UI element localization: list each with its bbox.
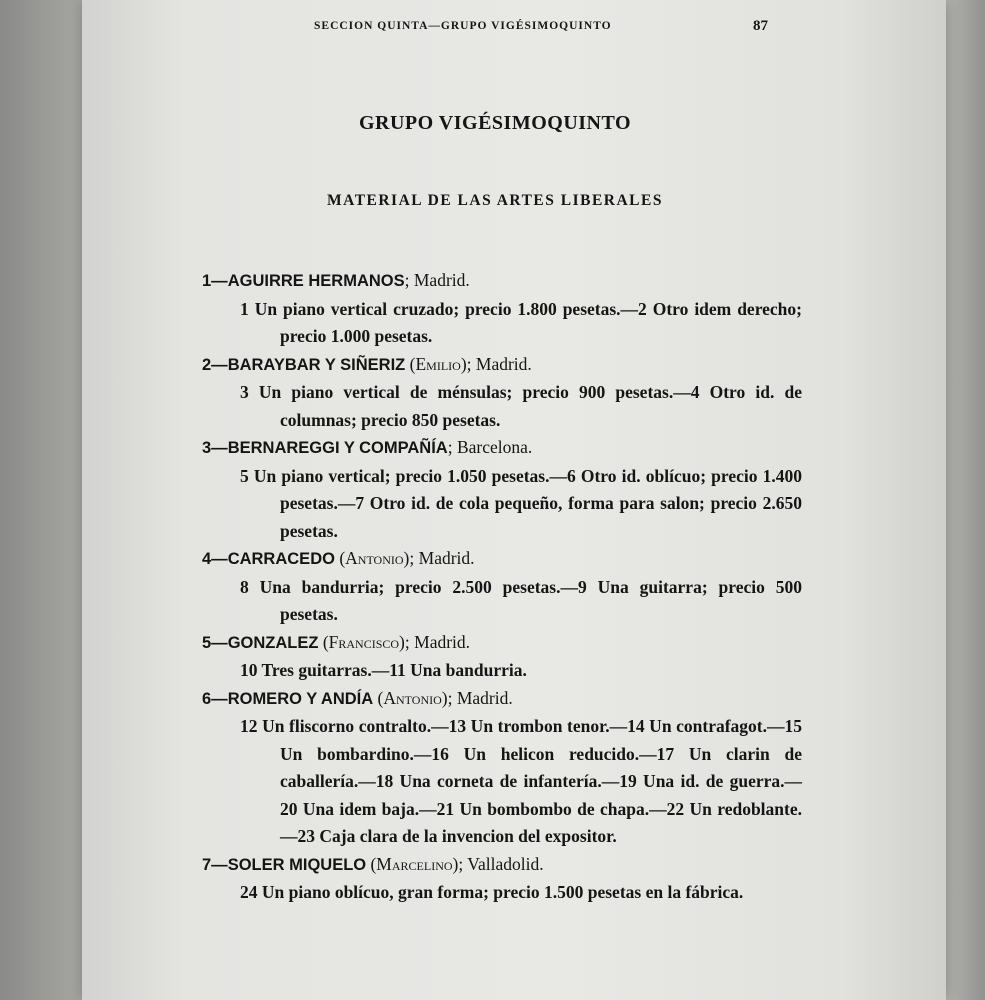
running-head: SECCION QUINTA—GRUPO VIGÉSIMOQUINTO bbox=[314, 20, 612, 32]
exhibitor-list bbox=[202, 267, 802, 907]
exhibitor-location: ; Madrid. bbox=[466, 353, 532, 374]
exhibitor-entry bbox=[202, 629, 802, 685]
exhibitor-name: AGUIRRE HERMANOS bbox=[227, 272, 405, 290]
exhibitor-location: ; Madrid. bbox=[404, 270, 470, 290]
exhibitor-entry bbox=[202, 685, 802, 851]
group-title: GRUPO VIGÉSIMOQUINTO bbox=[358, 112, 632, 134]
exhibitor-location: ; Barcelona. bbox=[447, 437, 533, 457]
right-background bbox=[946, 0, 985, 1000]
exhibitor-heading bbox=[202, 351, 802, 380]
entry-number: 3— bbox=[202, 439, 228, 457]
exhibitor-location: ; Madrid. bbox=[409, 548, 475, 568]
exhibitor-name: BERNAREGGI Y COMPAÑÍA bbox=[227, 439, 448, 457]
exhibitor-first-name: (Emilio) bbox=[405, 353, 467, 374]
exhibitor-entry bbox=[202, 267, 802, 351]
exhibitor-location: ; Madrid. bbox=[447, 687, 513, 708]
left-background bbox=[0, 0, 82, 1000]
exhibitor-first-name: (Marcelino) bbox=[366, 853, 459, 874]
exhibitor-heading bbox=[202, 434, 802, 463]
exhibitor-heading bbox=[202, 851, 802, 880]
exhibitor-heading bbox=[202, 267, 802, 296]
entry-number: 1— bbox=[202, 272, 228, 290]
entry-number: 7— bbox=[202, 855, 228, 874]
exhibitor-location: ; Valladolid. bbox=[458, 853, 544, 874]
exhibitor-first-name: (Antonio) bbox=[373, 687, 448, 708]
exhibit-items: 3 Un piano vertical de ménsulas; precio 900 pesetas.—4 Otro id. de columnas; precio 850 pesetas. bbox=[240, 382, 802, 430]
exhibit-items: 10 Tres guitarras.—11 Una bandurria. bbox=[240, 660, 527, 680]
exhibitor-name: ROMERO Y ANDÍA bbox=[227, 689, 374, 708]
exhibitor-location: ; Madrid. bbox=[404, 631, 471, 652]
book-page bbox=[82, 0, 946, 1000]
exhibitor-first-name: (Antonio) bbox=[334, 548, 410, 568]
exhibitor-heading bbox=[202, 545, 802, 574]
exhibitor-entry bbox=[202, 851, 802, 907]
entry-number: 6— bbox=[202, 689, 228, 708]
exhibit-items: 24 Un piano oblícuo, gran forma; precio 1.500 pesetas en la fábrica. bbox=[240, 882, 744, 902]
exhibitor-entry bbox=[202, 545, 802, 629]
exhibitor-entry bbox=[202, 434, 802, 545]
exhibit-items: 5 Un piano vertical; precio 1.050 pesetas.—6 Otro id. oblícuo; precio 1.400 pesetas.—7 Otro id. de cola pequeño, forma para salon; precio 2.650 pesetas. bbox=[240, 465, 802, 541]
exhibit-items: 1 Un piano vertical cruzado; precio 1.800 pesetas.—2 Otro idem derecho; precio 1.000 pesetas. bbox=[240, 298, 802, 346]
entry-number: 4— bbox=[202, 550, 228, 568]
exhibitor-name: GONZALEZ bbox=[227, 633, 319, 652]
exhibit-items: 12 Un fliscorno contralto.—13 Un trombon tenor.—14 Un contrafagot.—15 Un bombardino.—16 Un helicon reducido.—17 Un clarin de caballería.—18 Una corneta de infantería.—19 Una id. de guerra.—20 Una idem baja.—21 Un bombombo de chapa.—22 Un redoblante.—23 Caja clara de la invencion del expositor. bbox=[240, 716, 802, 846]
exhibitor-name: SOLER MIQUELO bbox=[227, 855, 367, 874]
exhibit-items: 8 Una bandurria; precio 2.500 pesetas.—9 Una guitarra; precio 500 pesetas. bbox=[240, 576, 802, 624]
exhibitor-entry bbox=[202, 351, 802, 435]
exhibitor-name: CARRACEDO bbox=[227, 550, 335, 568]
exhibitor-heading bbox=[202, 685, 802, 714]
page-number: 87 bbox=[753, 18, 768, 34]
entry-number: 5— bbox=[202, 633, 228, 652]
entry-number: 2— bbox=[202, 355, 228, 374]
section-title: MATERIAL DE LAS ARTES LIBERALES bbox=[327, 192, 663, 209]
exhibitor-name: BARAYBAR Y SIÑERIZ bbox=[227, 355, 406, 374]
exhibitor-heading bbox=[202, 629, 802, 658]
exhibitor-first-name: (Francisco) bbox=[318, 631, 405, 652]
